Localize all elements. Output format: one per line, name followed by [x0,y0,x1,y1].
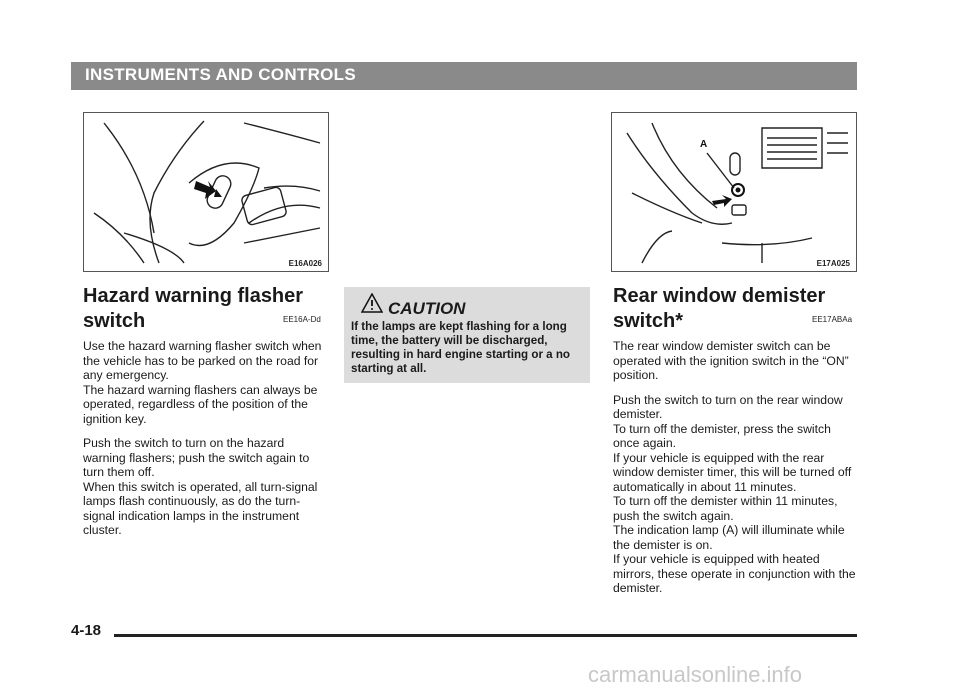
demister-paragraph: If your vehicle is equipped with heated mirrors, these operate in conjunction with the demister. [613,552,856,595]
section-header-bar [71,62,857,90]
hazard-paragraph: When this switch is operated, all turn-signal lamps flash continuously, as do the turn-signal indication lamps in the instrument cluster. [83,479,318,537]
hazard-paragraph: Push the switch to turn on the hazard warning flashers; push the switch again to turn them off. [83,436,310,479]
hazard-paragraph: Use the hazard warning flasher switch when the vehicle has to be parked on the road for any emergency. [83,339,322,382]
demister-paragraph: The indication lamp (A) will illuminate while the demister is on. [613,523,845,552]
figure-code: E16A026 [288,259,322,268]
demister-body [613,339,857,596]
demister-switch-illustration [612,113,858,273]
demister-switch-figure [611,112,857,272]
hazard-switch-figure [83,112,329,272]
hazard-body [83,339,327,538]
watermark: carmanualsonline.info [588,662,803,687]
hazard-switch-illustration [84,113,330,273]
demister-ref-code: EE17ABAa [812,315,853,324]
hazard-ref-code: EE16A-Dd [283,315,321,324]
hazard-heading: Hazard warning flasher switch [83,285,304,332]
figure-code: E17A025 [816,259,850,268]
demister-label-a: A [700,139,708,150]
caution-text: If the lamps are kept flashing for a long time, the battery will be discharged, resulting in hard engine starting or a no starting at all. [351,320,571,375]
demister-heading: Rear window demister switch* [613,285,826,332]
demister-paragraph: To turn off the demister within 11 minutes, push the switch again. [613,494,838,523]
demister-paragraph: If your vehicle is equipped with the rear window demister timer, this will be turned off automatically in about 11 minutes. [613,450,852,494]
caution-title: CAUTION [388,299,466,318]
hazard-paragraph: The hazard warning flashers can always be operated, regardless of the position of the ignition key. [83,382,318,426]
section-title: INSTRUMENTS AND CONTROLS [85,65,357,84]
page-number: 4-18 [71,622,102,639]
caution-box [344,287,590,383]
demister-paragraph: The rear window demister switch can be operated with the ignition switch in the “ON” position. [613,339,849,382]
warning-triangle-icon [361,293,383,313]
demister-paragraph: To turn off the demister, press the switch once again. [613,421,831,450]
demister-paragraph: Push the switch to turn on the rear window demister. [613,392,843,421]
footer-rule [114,634,857,637]
